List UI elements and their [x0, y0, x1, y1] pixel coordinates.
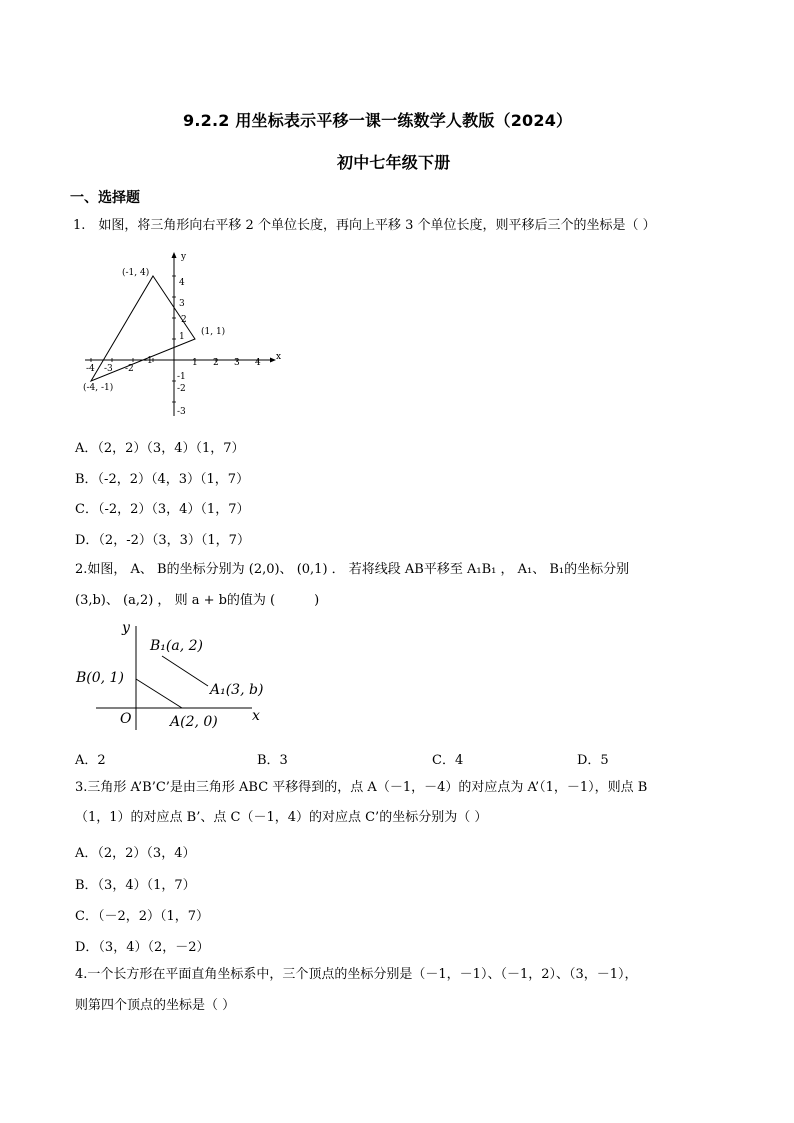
x-axis-label: x: [252, 708, 260, 724]
point-a-label: A(2, 0): [170, 714, 218, 730]
x-tick-label: -2: [125, 364, 134, 374]
question-3-stem-line-2: （1，1）的对应点 B’、点 C（－1，4）的对应点 C’的坐标分别为（ ）: [75, 810, 488, 825]
question-2-stem-line-1: 2.如图， A、 B的坐标分别为 (2,0)、 (0,1) ． 若将线段 AB平移至 A₁B₁ ， A₁、 B₁的坐标分别: [75, 562, 630, 577]
y-axis-label: y: [122, 620, 130, 636]
y-tick-label: 1: [179, 332, 185, 342]
question-1-figure: [80, 248, 290, 420]
y-tick-label: -2: [177, 384, 186, 394]
vertex-label: (-1, 4): [122, 268, 150, 278]
question-1-stem: 1. 如图，将三角形向右平移 2 个单位长度，再向上平移 3 个单位长度，则平移后三个的坐标是（ ）: [73, 218, 656, 233]
x-tick-label: -1: [144, 356, 153, 366]
point-b1-label: B₁(a, 2): [150, 638, 203, 654]
x-tick-label: -3: [104, 364, 113, 374]
question-3-stem-line-1: 3.三角形 A’B’C’是由三角形 ABC 平移得到的，点 A（－1，－4）的对应点为 A’（1，－1），则点 B: [75, 780, 648, 795]
point-b-label: B(0, 1): [76, 670, 124, 686]
y-tick-label: 2: [181, 315, 187, 325]
vertex-label: (1, 1): [201, 327, 226, 337]
y-axis-label: y: [181, 252, 187, 262]
question-2-option-d: D．5: [577, 753, 609, 768]
point-a1-label: A₁(3, b): [210, 682, 264, 698]
question-2-option-a: A．2: [75, 753, 106, 768]
question-4-stem-line-1: 4.一个长方形在平面直角坐标系中，三个顶点的坐标分别是（－1，－1）、（－1，2）、（3，－1），: [75, 967, 638, 982]
segment-ab: [136, 679, 182, 708]
question-2-option-c: C．4: [432, 753, 464, 768]
question-1-option-d: D．（2，-2）（3，3）（1，7）: [75, 533, 250, 548]
y-tick-label: -1: [177, 372, 186, 382]
y-tick-label: 3: [179, 299, 185, 309]
question-4-stem-line-2: 则第四个顶点的坐标是（ ）: [75, 998, 236, 1013]
x-tick-label: 3: [234, 358, 240, 368]
y-tick-label: 4: [179, 278, 185, 288]
x-axis-label: x: [276, 352, 282, 362]
question-1-option-a: A．（2，2）（3，4）（1，7）: [75, 441, 245, 456]
question-3-option-b: B．（3，4）（1，7）: [75, 878, 196, 893]
question-2-figure: [72, 616, 274, 736]
y-tick-label: -3: [177, 407, 186, 417]
section-heading: 一、选择题: [70, 190, 140, 206]
document-subtitle: 初中七年级下册: [337, 153, 451, 172]
question-3-option-a: A．（2，2）（3，4）: [75, 846, 196, 861]
x-tick-label: 2: [213, 358, 219, 368]
x-tick-label: 1: [192, 358, 198, 368]
question-3-option-c: C．（－2，2）（1，7）: [75, 909, 210, 924]
vertex-label: (-4, -1): [83, 383, 114, 393]
x-tick-label: 4: [255, 358, 261, 368]
segment-a1b1: [162, 656, 208, 686]
question-2-option-b: B．3: [257, 753, 288, 768]
question-1-option-c: C．（-2，2）（3，4）（1，7）: [75, 502, 250, 517]
x-tick-label: -4: [86, 364, 95, 374]
question-1-option-b: B．（-2，2）（4，3）（1，7）: [75, 472, 250, 487]
origin-label: O: [120, 711, 132, 727]
question-3-option-d: D．（3，4）（2，－2）: [75, 940, 210, 955]
y-axis-arrow: [172, 252, 177, 258]
question-2-stem-line-2: (3,b)、 (a,2) ， 则 a + b的值为 ( ): [75, 593, 320, 608]
document-title: 9.2.2 用坐标表示平移一课一练数学人教版（2024）: [183, 111, 573, 130]
